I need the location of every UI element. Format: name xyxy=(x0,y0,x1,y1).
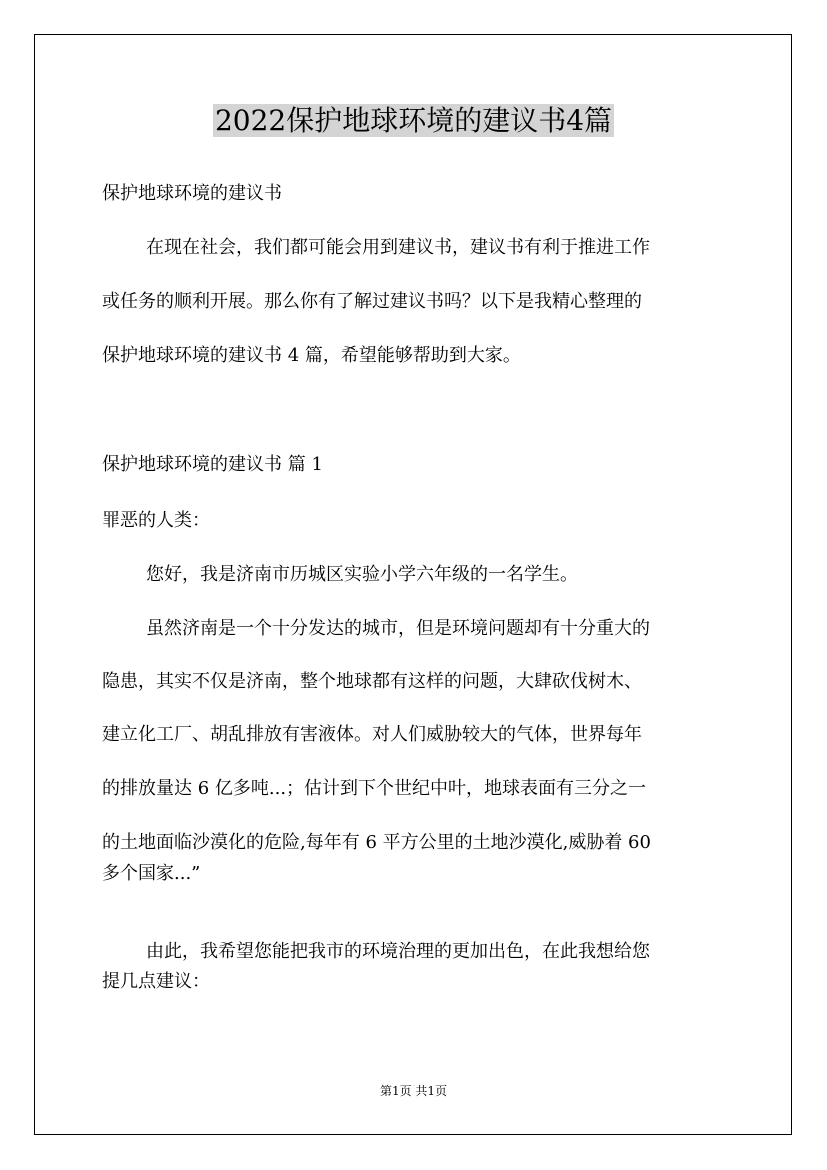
salutation: 罪恶的人类： xyxy=(102,510,210,531)
intro-line: 在现在社会，我们都可能会用到建议书，建议书有利于推进工作 xyxy=(146,237,650,258)
paragraph-line: 的土地面临沙漠化的危险,每年有 6 平方公里的土地沙漠化,威胁着 60 xyxy=(102,832,651,853)
document-title xyxy=(0,100,827,142)
page-footer: 第1页 共1页 xyxy=(379,1084,448,1098)
paragraph-line: 您好，我是济南市历城区实验小学六年级的一名学生。 xyxy=(146,564,578,585)
paragraph-line: 提几点建议： xyxy=(102,971,210,992)
paragraph-line: 建立化工厂、胡乱排放有害液体。对人们威胁较大的气体，世界每年 xyxy=(102,724,642,745)
paragraph-line: 多个国家...” xyxy=(102,863,201,884)
paragraph-line: 的排放量达 6 亿多吨...；估计到下个世纪中叶，地球表面有三分之一 xyxy=(102,778,647,799)
section-heading: 保护地球环境的建议书 篇 1 xyxy=(102,454,323,475)
intro-line: 或任务的顺利开展。那么你有了解过建议书吗？以下是我精心整理的 xyxy=(102,291,642,312)
paragraph-line: 虽然济南是一个十分发达的城市，但是环境问题却有十分重大的 xyxy=(146,618,650,639)
paragraph-line: 由此，我希望您能把我市的环境治理的更加出色，在此我想给您 xyxy=(146,941,650,962)
subtitle: 保护地球环境的建议书 xyxy=(102,183,282,204)
document-title-text: 2022保护地球环境的建议书4篇 xyxy=(214,104,613,137)
paragraph-line: 隐患，其实不仅是济南，整个地球都有这样的问题，大肆砍伐树木、 xyxy=(102,671,642,692)
intro-line: 保护地球环境的建议书 4 篇，希望能够帮助到大家。 xyxy=(102,345,521,366)
